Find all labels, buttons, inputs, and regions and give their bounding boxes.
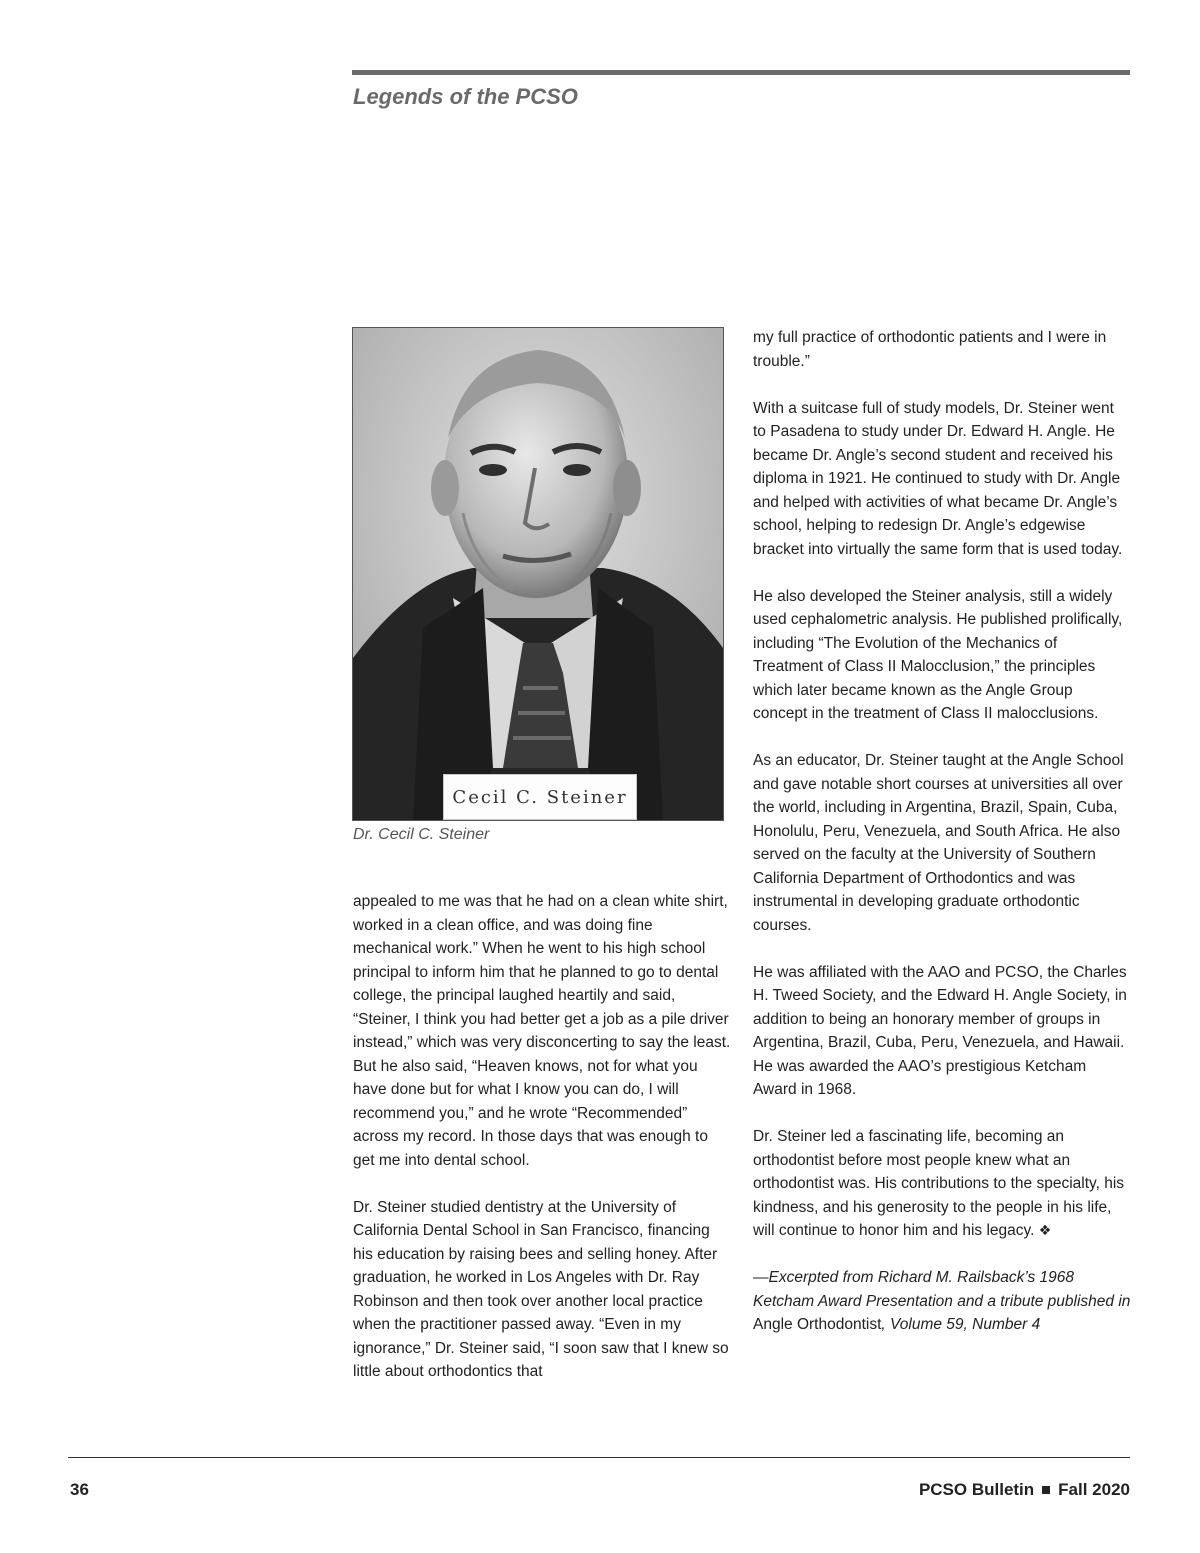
section-title: Legends of the PCSO: [353, 84, 578, 109]
paragraph-text: Dr. Steiner led a fascinating life, becoming an orthodontist before most people knew what an orthodontist was. His contributions to the specialty, his kindness, and his generosity to the people in his life, will continue to honor him and his legacy.: [753, 1128, 1125, 1239]
credit-text: —Excerpted from Richard M. Railsback’s 1968 Ketcham Award Presentation and a tribute published in: [753, 1269, 1131, 1310]
photo-caption: Dr. Cecil C. Steiner: [353, 826, 490, 843]
footer-publication: [919, 1480, 1130, 1500]
right-column: [753, 326, 1131, 1337]
issue-label: Fall 2020: [1058, 1480, 1130, 1499]
paragraph: As an educator, Dr. Steiner taught at the Angle School and gave notable short courses at universities all over the world, including in Argentina, Brazil, Spain, Cuba, Honolulu, Peru, Venezuela, and South Africa. He also served on the faculty at the University of Southern California Department of Orthodontics and was instrumental in developing graduate orthodontic courses.: [753, 752, 1124, 934]
paragraph: He also developed the Steiner analysis, still a widely used cephalometric analysis. He published prolifically, including “The Evolution of the Mechanics of Treatment of Class II Malocclusion,” the principles which later became known as the Angle Group concept in the treatment of Class II malocclusions.: [753, 587, 1123, 722]
paragraph: He was affiliated with the AAO and PCSO, the Charles H. Tweed Society, and the Edward H. Angle Society, in addition to being an honorary member of groups in Argentina, Brazil, Cuba, Peru, Venezuela, and Hawaii. He was awarded the AAO’s prestigious Ketcham Award in 1968.: [753, 963, 1127, 1098]
journal-title: Angle Orthodontist: [753, 1316, 882, 1333]
paragraph: my full practice of orthodontic patients and I were in trouble.”: [753, 329, 1107, 370]
paragraph: Dr. Steiner studied dentistry at the University of California Dental School in San Francisco, financing his education by raising bees and selling honey. After graduation, he worked in Los Angeles with Dr. Ray Robinson and then took over another local practice when the practitioner passed away. “Even in my ignorance,” Dr. Steiner said, “I soon saw that I knew so little about orthodontics that: [353, 1198, 729, 1380]
credit-volume: , Volume 59, Number 4: [881, 1316, 1041, 1333]
page-number: 36: [70, 1480, 89, 1499]
paragraph: appealed to me was that he had on a clean white shirt, worked in a clean office, and was doing fine mechanical work.” When he went to his high school principal to inform him that he planned to go to dental college, the principal laughed heartily and said, “Steiner, I think you had better get a job as a pile driver instead,” which was very disconcerting to say the least. But he also said, “Heaven knows, not for what you have done but for what I know you can do, I will recommend you,” and he wrote “Recommended” across my record. In those days that was enough to get me into dental school.: [353, 893, 731, 1169]
footer-rule: [68, 1457, 1130, 1458]
source-credit: [753, 1266, 1131, 1337]
end-mark-icon: ❖: [1038, 1222, 1052, 1238]
publication-name: PCSO Bulletin: [918, 1480, 1035, 1499]
left-column: [353, 890, 731, 1384]
paragraph: With a suitcase full of study models, Dr. Steiner went to Pasadena to study under Dr. Edward H. Angle. He became Dr. Angle’s second student and received his diploma in 1921. He continued to study with Dr. Angle and helped with activities of what became Dr. Angle’s school, helping to redesign Dr. Angle’s edgewise bracket into virtually the same form that is used today.: [753, 399, 1123, 558]
square-bullet-icon: [1042, 1486, 1050, 1494]
portrait-photo: [352, 327, 724, 821]
nameplate: Cecil C. Steiner: [443, 774, 637, 820]
portrait-illustration: [353, 328, 723, 820]
header-rule: [352, 70, 1130, 75]
closing-paragraph: [753, 1125, 1131, 1243]
